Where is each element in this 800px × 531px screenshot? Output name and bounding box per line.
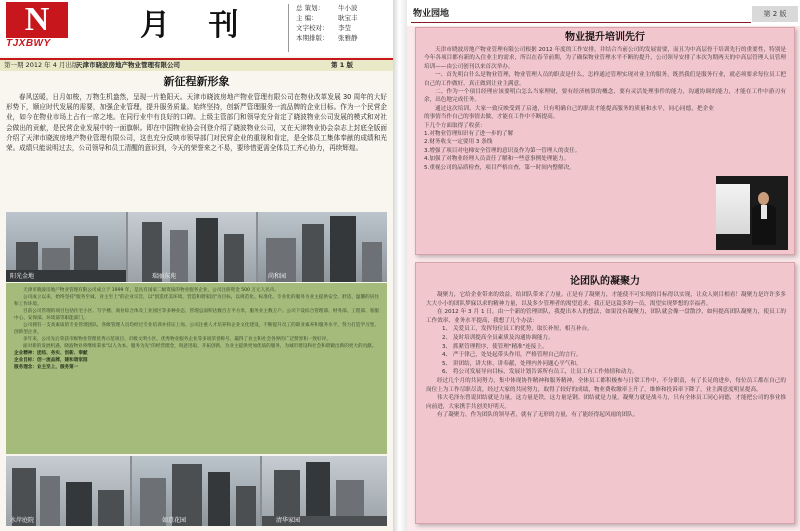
list-item: 1、 关爱员工，发挥每位员工的优势，取长补短，相互补台。 [442, 326, 593, 333]
training-photo [716, 176, 788, 250]
photo-strip-bottom [6, 456, 387, 526]
article-title: 论团队的凝聚力 [570, 276, 640, 287]
right-page [407, 0, 800, 531]
issue-company: 天津市晓波房地产物业管理有限公司 [76, 61, 180, 69]
intro-paragraph: 春风送暖，日月如梭，万物生机盎然，呈现一片艳阳天。天津市晓波房地产物业管理有限公司在物业改革发展 30 周年的大好形势下，顺应时代发展的需要，加强企业管理，提升服务质量。始终坚持，创新严管理服务一流品牌的企业目标。作为一个民营企业，如今在物业市场上占有一席之地。在同行业中有良好的口碑。上级主管部门和领导充分肯定了晓波物业公司发展的模式和对社会做出的贡献，是民营企业发展中的一面旗帜。即在中国物业协会刊登介绍了晓波物业公司，又在天津物业协会杂志上封底全版面介绍了天津市晓波房地产物业管理有限公司，这也充分反映市领导部门对民营企业的重视和肯定，是全体员工集体奉献的成绩和光荣。成绩只能说明过去，公司领导和员工清醒的意识到，今天的荣誉来之不易，要珍惜更需全体员工齐心协力，再续辉煌。 [6, 93, 387, 153]
building-photo [128, 212, 256, 282]
left-page [0, 0, 393, 531]
list-item: 6、 将公司发展导向目标，发展计划告诉所有员工，让员工有工作热情和动力。 [442, 369, 638, 376]
building-photo [258, 212, 387, 282]
header-rule [411, 22, 751, 23]
right-page-header [407, 0, 800, 26]
logo-letter: N [24, 1, 50, 38]
company-profile-text: 天津市晓波房地产物业管理有限公司成立于 1999 年，是具有国家二级资质的物业服务企业，公司注册资金 500 万元人民币。 公司成立以来，始终坚持"服务至诚、业主至上"的企业宗旨，以"创造优美环境、营造和谐家园"为目标，以规范化、标准化、专业化的服务为业主提供安全、舒适、温馨的居住和工作环境。 目前公司管理的项目包括住宅小区、写字楼、商业综合体及工业园区等多种业态，管理总面积达数百万平方米，服务业主数万户。公司下设综合管理部、财务部、工程部、客服中心、安保部、环境部等职能部门。 公司拥有一支高素质的专业管理团队，各级管理人员均经过专业培训并持证上岗。公司注重人才培养和企业文化建设，不断提升员工的职业素养和服务水平，努力打造学习型、创新型企业。 多年来，公司先后荣获市级物业管理优秀示范项目、市级文明小区、优秀物业服务企业等多项荣誉称号，赢得了业主和社会各界的广泛赞誉和一致好评。 面对新的发展机遇，晓波物业将继续秉承"以人为本、服务为先"的经营理念，锐意进取，开拓创新，为业主提供更加优质的服务，为城市建设和社会和谐做出新的更大的贡献。 企业精神：团结、务实、创新、奉献 企业目标：创一流品牌，建和谐家园 服务理念：业主至上，服务第一 [14, 288, 379, 370]
list-item: 3、 抓紧管理程序，使管理"精准"连接上。 [442, 343, 548, 350]
page-spine [393, 0, 407, 531]
staff-row: 本期排版： 张雅静 [296, 34, 358, 42]
photo-caption: 水岸庭院 [10, 517, 35, 524]
issue-bar [0, 58, 393, 71]
list-item: 1.对物业管理知识有了进一步的了解 [424, 131, 514, 138]
photo-caption: 瑞丽东苑 [152, 273, 177, 280]
section-label: 物业园地 [413, 9, 450, 19]
company-logo [6, 2, 68, 38]
list-item: 4.加强了对物业经理人员责任了解和一些意事例处理能力。 [424, 156, 570, 163]
masthead-divider [288, 4, 289, 52]
article-title: 物业提升培训先行 [565, 32, 645, 43]
building-photo [132, 456, 260, 526]
masthead [0, 0, 393, 56]
article-training [415, 27, 795, 255]
photo-caption: 尚和园 [268, 273, 287, 280]
logo-text: TJXBWY [6, 38, 51, 49]
staff-row: 主 编： 耿宝丰 [296, 14, 358, 22]
issue-page: 第 1 版 [330, 61, 353, 69]
building-photo [6, 212, 126, 282]
list-item: 3.增强了项目对电梯安全管理的意识及作为第一管理人的责任。 [424, 147, 581, 154]
magazine-title: 月 刊 [140, 8, 253, 43]
building-photo [262, 456, 387, 526]
staff-row: 总 策划： 牛小波 [296, 4, 358, 12]
issue-number: 第一期 2012 年 4 月出版 [4, 61, 79, 69]
photo-caption: 清华家园 [276, 517, 301, 524]
article-body: 天津市晓波房地产物业管理有限公司根据 2012 年度的工作安排，并结合当前公司的发展需要，而且为中高层骨干培训先行的重要性，特别是今年各项目都有新的入住业主的需求，所以在春节前期，为了确保物业管理水平不断的提升，公司领导安排了本次为期两天的中高层管理人员管理培训——由公司创刊以来首次举办。 一、首先明白什么是物业管理，物业管理人员的职责是什么，怎样通过管理实现对业主的服务，既然我们是服务行业，就必须要求每位员工把自己的工作做好，真正做到让业主满意。 二、作为一个项目经理应该要明白怎么当家理财，要有经济核算的概念，要有灵活处理事件的能力，沟通协调的能力，才能在工作中游刃有余，出色地完成任务。 通过这次培训，大家一致反映受到了启迪，只有明确自己的职责才能提高服务的质量和水平，同心同德，把企业的事情当作自己的事情去做，才能在工作中不断提高。 下几个方面取得了收获： 1.对物业管理知识有了进一步的了解 2.财务收支一定要用 3 条线 3.增强了项目对电梯安全管理的意识及作为第一管理人的责任。 4.加强了对物业经理人员责任了解和一些意事例处理能力。 5.重视公司的品质检查，项目严格自查，第一时间内整解决。 [424, 47, 786, 171]
list-item: 5.重视公司的品质检查，项目严格自查，第一时间内整解决。 [424, 164, 575, 171]
building-photo [6, 456, 130, 526]
staff-list [296, 3, 391, 43]
list-item: 5、 讲团结，讲大体，讲奉献，处理内外问题心平气和。 [442, 360, 582, 367]
photo-caption: 如意花园 [162, 517, 187, 524]
section-title: 新征程新形象 [163, 75, 230, 88]
page-number: 第 2 版 [752, 6, 798, 22]
photo-caption: 阳光金地 [10, 273, 35, 280]
list-item: 2、 及时培训提高全员素质及沟通协调能力。 [442, 334, 554, 341]
article-cohesion [415, 262, 795, 524]
article-body: 凝聚力，它给企业带来的效益，给团队带来了力量。正是有了凝聚力，才能使不可实现的目标得以实现，让众人则目相看！凝聚力是许许多多大大小小的团队梦寐以求的精神力量，以及多少管理者的渴望追求，我正是这篇多的一员，渴望实现梦想的幸福者。 在 2012 年 3 月 1 日，由一个新的管理团队，我提出本人的想法，如果没有凝聚力，团队就会像一盘散沙，如何提高团队凝聚力，使员工的工作效率、业务水平提高，我想了几个办法： 1、 关爱员工，发挥每位员工的优势，取长补短，相互补台。 2、 及时培训提高全员素质及沟通协调能力。 3、 抓紧管理程序，使管理"精准"连接上。 4、 严于律己，处处起带头作用，严格管理自己的言行。 5、 讲团结，讲大体，讲奉献，处理内外问题心平气和。 6、 将公司发展导向目标，发展计划告诉所有员工，让员工有工作热情和动力。 经过几个月的共同努力，集中体现协作精神和服务精神，全体员工都积极参与日常工作中，不分职责，有了长足的进步，每位员工都在自己的岗位上为工作尽职尽责，经过大家的共同努力，取得了较好的成绩，物业费收缴率上升了，维修和投诉率下降了，业主满意度明显提高。 伟大毛泽东曾说团结就是力量，这力量是铁，这力量是钢。团结就是力量，凝聚力就是战斗力，只有全体员工同心同德，才能把公司的事业推向前进，大家携手共创美好明天。 有了凝聚力，作为团队的领导者，就有了无形的力量，有了能经得起风雨的团队。 [426, 292, 786, 419]
staff-row: 文字校对： 李莹 [296, 24, 351, 32]
company-profile-panel [6, 283, 387, 454]
list-item: 2.财务收支一定要用 3 条线 [424, 139, 493, 146]
photo-strip-top [6, 212, 387, 282]
list-item: 4、 严于律己，处处起带头作用，严格管理自己的言行。 [442, 352, 582, 359]
